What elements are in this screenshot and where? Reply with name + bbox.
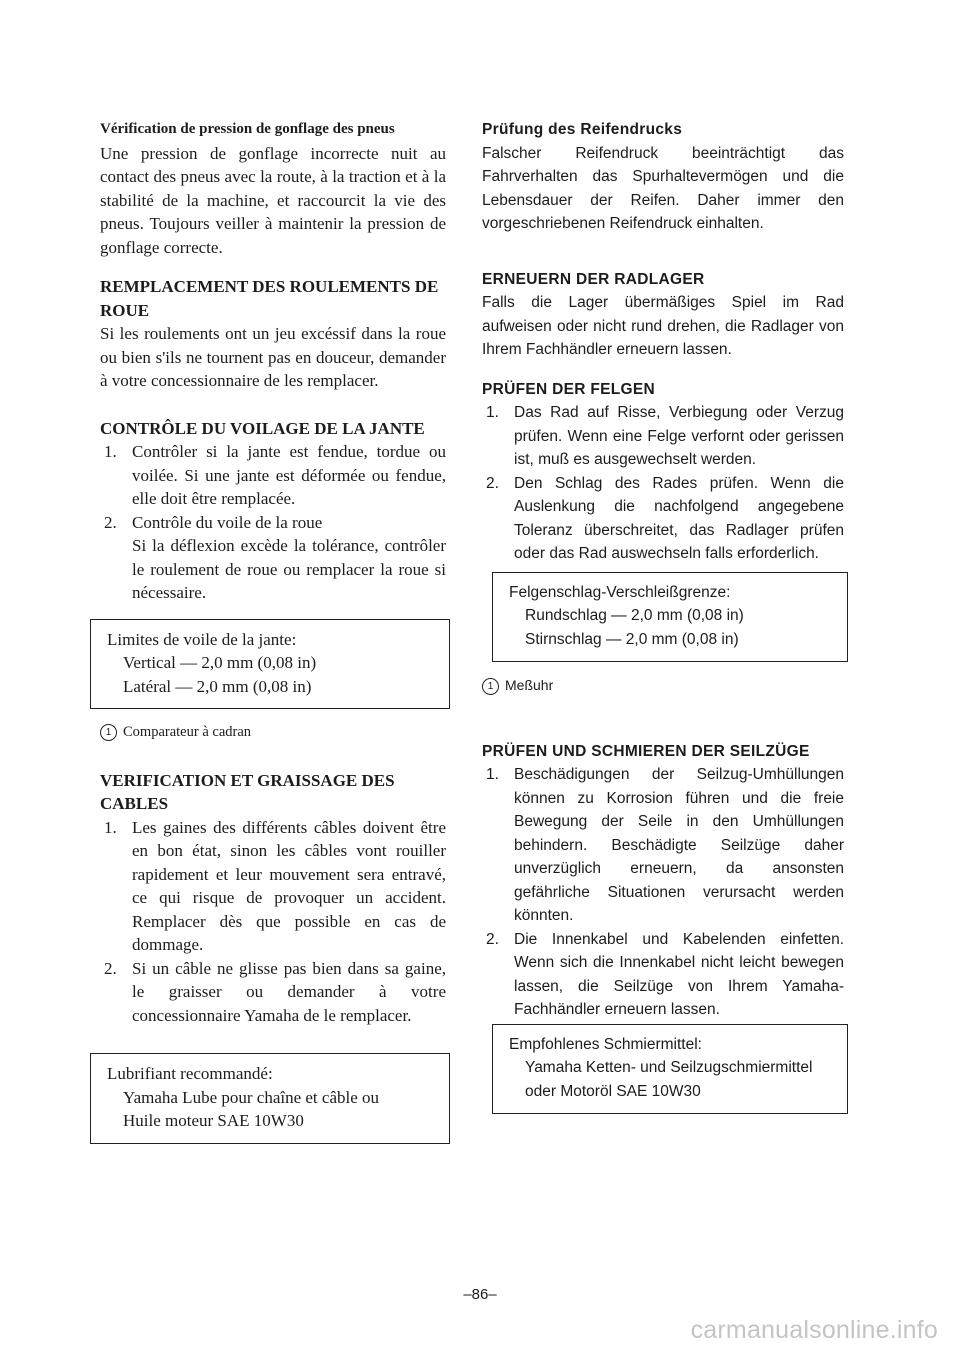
item-number: 1. <box>486 766 499 783</box>
watermark: carmanualsonline.info <box>690 1316 938 1344</box>
list-item <box>482 401 844 472</box>
de-lubricant-box <box>492 1024 848 1115</box>
fr-wheel-bearings-heading: REMPLACEMENT DES ROULEMENTS DE ROUE <box>100 277 439 320</box>
fr-figure-caption <box>100 721 446 745</box>
de-wheel-bearings-heading: ERNEUERN DER RADLAGER <box>482 270 705 288</box>
de-figure-caption <box>482 674 844 698</box>
list-item <box>100 440 446 511</box>
item-number: 2. <box>104 512 117 532</box>
item-number: 2. <box>486 930 499 948</box>
box-line: Yamaha Ketten- und Seilzugschmiermittel oder Motoröl SAE 10W30 <box>525 1059 813 1100</box>
box-title: Felgenschlag-Verschleißgrenze: <box>509 583 731 601</box>
box-line: Latéral — 2,0 mm (0,08 in) <box>123 676 312 696</box>
de-tire-pressure-body: Falscher Reifendruck beeinträchtigt das Fahrverhalten das Spurhaltevermögen und die Lebensdauer der Reifen. Daher immer den vorgeschriebenen Reifendruck einhalten. <box>482 144 844 232</box>
item-number: 1. <box>486 404 499 421</box>
french-column <box>100 118 446 1144</box>
box-line: Huile moteur SAE 10W30 <box>123 1111 304 1130</box>
box-title: Limites de voile de la jante: <box>107 629 297 649</box>
fr-rim-runout-heading: CONTRÔLE DU VOILAGE DE LA JANTE <box>100 418 425 438</box>
list-item <box>100 511 446 605</box>
list-item <box>100 957 446 1028</box>
de-rims-heading: PRÜFEN DER FELGEN <box>482 380 656 398</box>
german-column <box>482 118 844 1114</box>
de-tire-pressure-heading: Prüfung des Reifendrucks <box>482 121 683 138</box>
item-text: Die Innenkabel und Kabelenden einfetten. Wenn sich die Innenkabel nicht leicht bewegen lassen, die Seilzüge von Ihrem Yamaha-Fachhändler erneuern lassen. <box>514 930 844 1018</box>
box-title: Lubrifiant recommandé: <box>107 1064 273 1083</box>
item-number: 2. <box>104 958 117 978</box>
box-line: Vertical — 2,0 mm (0,08 in) <box>123 653 317 672</box>
box-line: Yamaha Lube pour chaîne et câble ou <box>123 1087 380 1107</box>
list-item <box>100 816 446 957</box>
fr-tire-pressure-body: Une pression de gonflage incorrecte nuit au contact des pneus avec la route, à la traction et à la stabilité de la machine, et raccourcit la vie des pneus. Toujours veiller à maintenir la pression de gonflage correcte. <box>100 143 446 257</box>
caption-text: Meßuhr <box>505 677 554 693</box>
de-cables-list <box>482 763 844 1022</box>
item-number: 1. <box>104 442 117 461</box>
callout-number: 1 <box>482 678 499 695</box>
page-number: –86– <box>463 1286 497 1303</box>
item-text: Si un câble ne glisse pas bien dans sa gaine, le graisser ou demander à votre concessionnaire Yamaha de le remplacer. <box>132 958 446 1025</box>
item-text: Contrôler si la jante est fendue, tordue ou voilée. Si une jante est déformée ou fendue, elle doit être remplacée. <box>132 442 446 508</box>
de-runout-limits-box <box>492 572 848 663</box>
fr-runout-limits-box <box>90 619 450 710</box>
item-text: Contrôle du voile de la roue <box>132 512 323 532</box>
fr-tire-pressure-heading: Vérification de pression de gonflage des pneus <box>100 121 395 137</box>
fr-cables-heading: VERIFICATION ET GRAISSAGE DES CABLES <box>100 770 395 813</box>
box-line: Rundschlag — 2,0 mm (0,08 in) <box>525 607 744 624</box>
box-title: Empfohlenes Schmiermittel: <box>509 1035 702 1053</box>
item-text-continued: Si la déflexion excède la tolérance, contrôler le roulement de roue ou remplacer la roue si nécessaire. <box>132 536 446 602</box>
item-text: Les gaines des différents câbles doivent être en bon état, sinon les câbles vont rouiller rapidement et leur mouvement sera entravé, ce qui risque de provoquer un accident. Remplacer dès que possible en cas de dommage. <box>132 817 446 954</box>
fr-cables-list <box>100 816 446 1028</box>
fr-wheel-bearings-body: Si les roulements ont un jeu excéssif dans la roue ou bien s'ils ne tournent pas en douceur, demander à votre concessionnaire de les remplacer. <box>100 324 446 390</box>
list-item <box>482 928 844 1022</box>
de-wheel-bearings-body: Falls die Lager übermäßiges Spiel im Rad aufweisen oder nicht rund drehen, die Radlager von Ihrem Fachhändler erneuern lassen. <box>482 294 844 358</box>
item-text: Beschädigungen der Seilzug-Umhüllungen können zu Korrosion führen und die freie Bewegung der Seile in den Umhüllungen behindern. Beschädigte Seilzüge daher unverzüglich erneuern, da ansonsten gefährliche Situationen verursacht werden könnten. <box>514 766 844 924</box>
item-number: 1. <box>104 817 117 837</box>
item-text: Den Schlag des Rades prüfen. Wenn die Auslenkung die nachfolgend angegebene Toleranz überschreitet, das Radlager prüfen oder das Rad auswechseln falls erforderlich. <box>514 474 844 562</box>
callout-number: 1 <box>100 724 117 741</box>
list-item <box>482 472 844 566</box>
de-cables-heading: PRÜFEN UND SCHMIEREN DER SEILZÜGE <box>482 742 810 760</box>
box-line: Stirnschlag — 2,0 mm (0,08 in) <box>525 630 739 648</box>
fr-rim-runout-list <box>100 440 446 605</box>
list-item <box>482 763 844 928</box>
item-number: 2. <box>486 474 499 492</box>
fr-lubricant-box <box>90 1053 450 1144</box>
item-text: Das Rad auf Risse, Verbiegung oder Verzug prüfen. Wenn eine Felge verfornt oder gerissen ist, muß es ausgewechselt werden. <box>514 404 844 468</box>
caption-text: Comparateur à cadran <box>123 724 252 740</box>
de-rims-list <box>482 401 844 566</box>
